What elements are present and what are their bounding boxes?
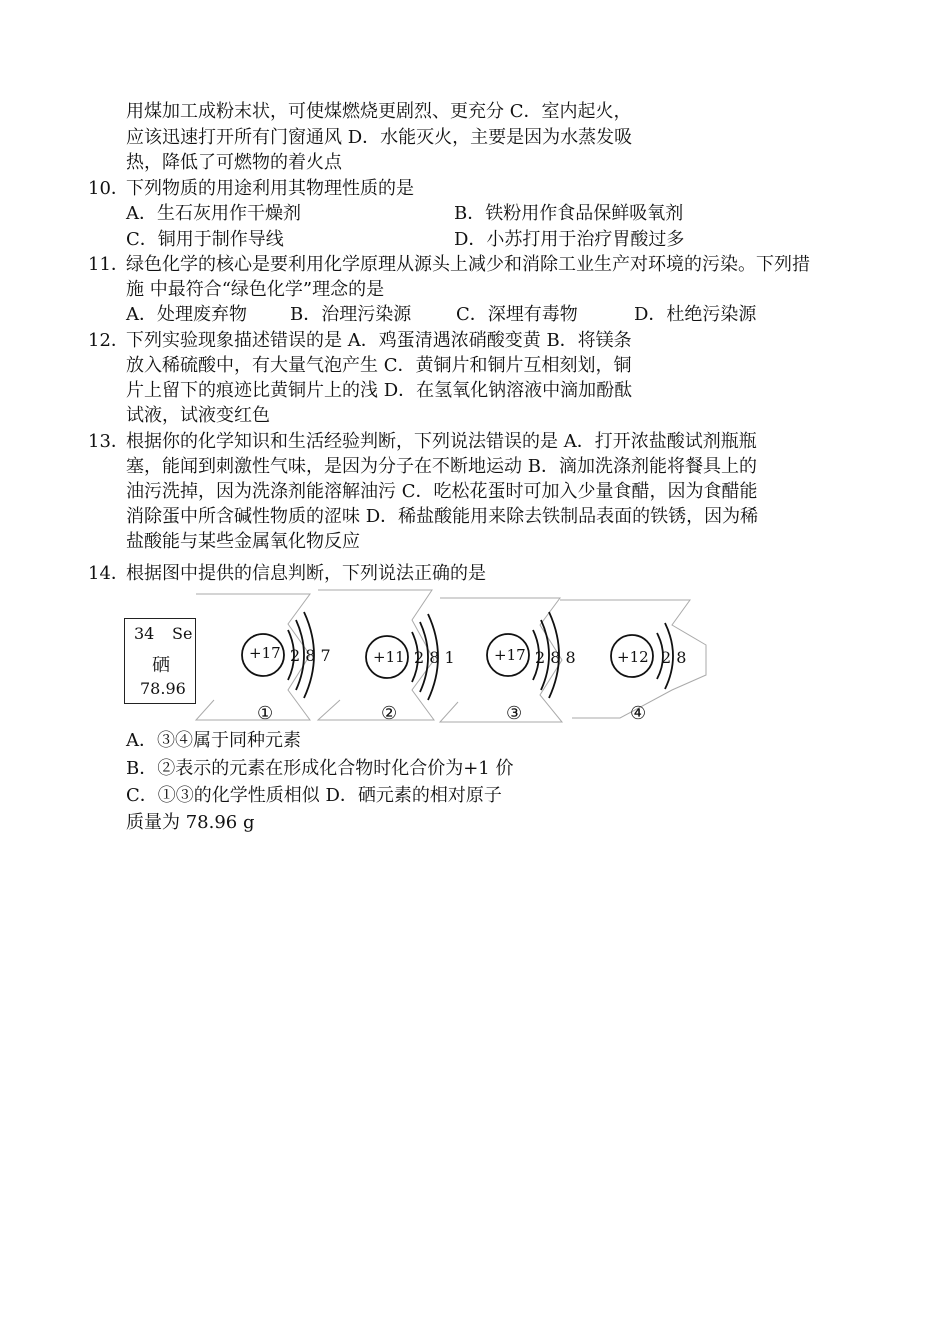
nucleus-charge-1: +17 [249, 644, 281, 662]
q12-line-3: 片上留下的痕迹比黄铜片上的浅 D．在氢氧化钠溶液中滴加酚酞 [126, 380, 633, 401]
q13-number: 13． [88, 431, 129, 452]
q9-continuation-line-2: 应该迅速打开所有门窗通风 D．水能灭火，主要是因为水蒸发吸 [126, 127, 633, 148]
atom-label-1: ① [257, 703, 274, 724]
q11-option-b: B．治理污染源 [290, 304, 412, 325]
q12-line-1: 下列实验现象描述错误的是 A．鸡蛋清遇浓硝酸变黄 B．将镁条 [126, 330, 632, 351]
element-symbol: Se [172, 624, 193, 643]
q11-number: 11． [88, 254, 129, 275]
q11-option-c: C．深埋有毒物 [456, 304, 578, 325]
q12-number: 12． [88, 330, 129, 351]
atomic-mass: 78.96 [140, 679, 186, 698]
q14-stem: 根据图中提供的信息判断，下列说法正确的是 [126, 563, 486, 584]
q13-line-4: 消除蛋中所含碱性物质的涩味 D．稀盐酸能用来除去铁制品表面的铁锈，因为稀 [126, 506, 759, 527]
q11-stem-line-2: 施 中最符合“绿色化学”理念的是 [126, 279, 385, 300]
q13-line-1: 根据你的化学知识和生活经验判断，下列说法错误的是 A．打开浓盐酸试剂瓶瓶 [126, 431, 757, 452]
atomic-number: 34 [134, 624, 155, 643]
q10-option-a: A．生石灰用作干燥剂 [126, 203, 301, 224]
q14-option-b: B．②表示的元素在形成化合物时化合价为+1 价 [126, 758, 514, 779]
q14-option-d-cont: 质量为 78.96 g [126, 812, 255, 833]
q12-line-2: 放入稀硫酸中，有大量气泡产生 C．黄铜片和铜片互相刻划，铜 [126, 355, 632, 376]
q10-stem: 下列物质的用途利用其物理性质的是 [126, 178, 414, 199]
electron-config-4: 2 8 [661, 648, 687, 667]
q9-continuation-line-3: 热，降低了可燃物的着火点 [126, 152, 342, 173]
q10-option-b: B．铁粉用作食品保鲜吸氧剂 [454, 203, 684, 224]
q14-option-c-d: C．①③的化学性质相似 D．硒元素的相对原子 [126, 785, 502, 806]
q14-option-a: A．③④属于同种元素 [126, 730, 301, 751]
q9-continuation-line-1: 用煤加工成粉末状，可使煤燃烧更剧烈、更充分 C．室内起火， [126, 101, 632, 122]
atom-label-4: ④ [630, 703, 647, 724]
q12-line-4: 试液，试液变红色 [126, 405, 270, 426]
electron-config-2: 2 8 1 [414, 648, 455, 667]
q11-option-d: D．杜绝污染源 [634, 304, 757, 325]
electron-config-1: 2 8 7 [290, 646, 331, 665]
q10-option-d: D．小苏打用于治疗胃酸过多 [454, 229, 685, 250]
q13-line-3: 油污洗掉，因为洗涤剂能溶解油污 C．吃松花蛋时可加入少量食醋，因为食醋能 [126, 481, 758, 502]
element-name: 硒 [152, 655, 170, 676]
atom-label-3: ③ [506, 703, 523, 724]
nucleus-charge-3: +17 [494, 646, 526, 664]
electron-config-3: 2 8 8 [535, 648, 576, 667]
q10-number: 10． [88, 178, 129, 199]
q11-option-a: A．处理废弃物 [126, 304, 247, 325]
q10-option-c: C．铜用于制作导线 [126, 229, 284, 250]
q11-stem-line-1: 绿色化学的核心是要利用化学原理从源头上减少和消除工业生产对环境的污染。下列措 [126, 254, 810, 275]
q14-number: 14． [88, 563, 129, 584]
atom-label-2: ② [381, 703, 398, 724]
nucleus-charge-2: +11 [373, 648, 405, 666]
nucleus-charge-4: +12 [617, 648, 649, 666]
q13-line-2: 塞，能闻到刺激性气味，是因为分子在不断地运动 B．滴加洗涤剂能将餐具上的 [126, 456, 757, 477]
q13-line-5: 盐酸能与某些金属氧化物反应 [126, 531, 360, 552]
